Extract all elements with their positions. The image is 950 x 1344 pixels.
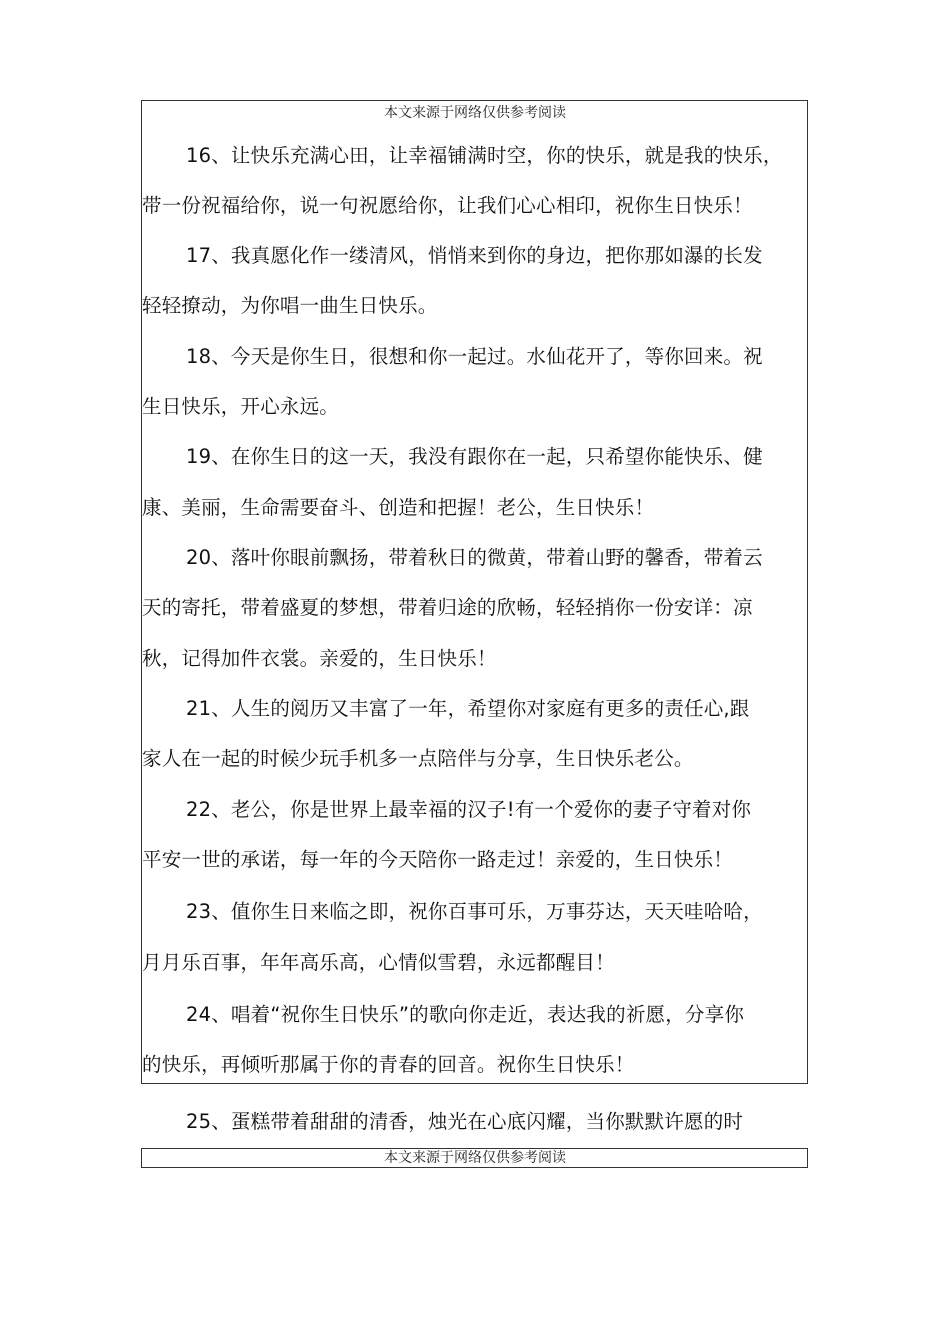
item-20-line-3: 秋，记得加件衣裳。亲爱的，生日快乐！ xyxy=(142,647,497,670)
item-19-line-2: 康、美丽，生命需要奋斗、创造和把握！老公，生日快乐！ xyxy=(142,496,655,519)
item-16-line-1: 16、让快乐充满心田，让幸福铺满时空，你的快乐，就是我的快乐， xyxy=(186,144,783,167)
item-24-line-1: 24、唱着“祝你生日快乐”的歌向你走近，表达我的祈愿，分享你 xyxy=(186,1003,745,1026)
item-20-line-1: 20、落叶你眼前飘扬，带着秋日的微黄，带着山野的馨香，带着云 xyxy=(186,546,763,569)
item-21-line-2: 家人在一起的时候少玩手机多一点陪伴与分享，生日快乐老公。 xyxy=(142,747,694,770)
item-18-line-2: 生日快乐，开心永远。 xyxy=(142,395,340,418)
item-16-line-2: 带一份祝福给你，说一句祝愿给你，让我们心心相印，祝你生日快乐！ xyxy=(142,194,753,217)
item-23-line-1: 23、值你生日来临之即，祝你百事可乐，万事芬达，天天哇哈哈， xyxy=(186,900,763,923)
item-17-line-1: 17、我真愿化作一缕清风，悄悄来到你的身边，把你那如瀑的长发 xyxy=(186,244,763,267)
header-source-note: 本文来源于网络仅供参考阅读 xyxy=(384,105,566,121)
item-21-line-1: 21、人生的阅历又丰富了一年，希望你对家庭有更多的责任心,跟 xyxy=(186,697,750,720)
footer-source-note: 本文来源于网络仅供参考阅读 xyxy=(384,1150,566,1166)
item-24-line-2: 的快乐，再倾听那属于你的青春的回音。祝你生日快乐！ xyxy=(142,1053,635,1076)
item-17-line-2: 轻轻撩动，为你唱一曲生日快乐。 xyxy=(142,294,438,317)
item-23-line-2: 月月乐百事，年年高乐高，心情似雪碧，永远都醒目！ xyxy=(142,951,615,974)
item-22-line-2: 平安一世的承诺，每一年的今天陪你一路走过！亲爱的，生日快乐！ xyxy=(142,848,734,871)
item-22-line-1: 22、老公，你是世界上最幸福的汉子!有一个爱你的妻子守着对你 xyxy=(186,798,752,821)
item-25-line-1: 25、蛋糕带着甜甜的清香，烛光在心底闪耀，当你默默许愿的时 xyxy=(186,1110,744,1133)
item-18-line-1: 18、今天是你生日，很想和你一起过。水仙花开了，等你回来。祝 xyxy=(186,345,763,368)
item-20-line-2: 天的寄托，带着盛夏的梦想，带着归途的欣畅，轻轻捎你一份安详：凉 xyxy=(142,596,753,619)
item-19-line-1: 19、在你生日的这一天，我没有跟你在一起，只希望你能快乐、健 xyxy=(186,445,763,468)
